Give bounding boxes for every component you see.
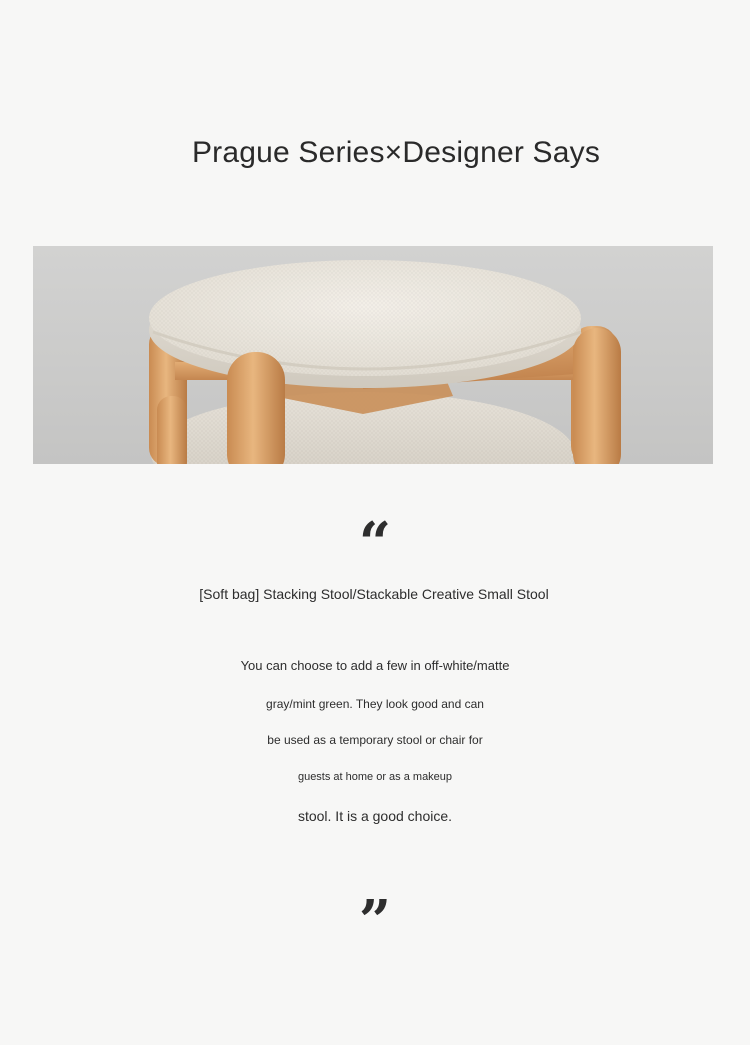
- product-subtitle: [Soft bag] Stacking Stool/Stackable Creative Small Stool: [199, 586, 549, 602]
- quote-line: stool. It is a good choice.: [297, 808, 453, 824]
- quote-line: be used as a temporary stool or chair for: [267, 733, 483, 747]
- page-title: Prague Series×Designer Says: [191, 136, 601, 169]
- open-quote-icon: “: [358, 510, 392, 576]
- stool-photo: [33, 246, 713, 464]
- quote-line: guests at home or as a makeup: [297, 771, 453, 783]
- quote-line: gray/mint green. They look good and can: [266, 697, 484, 711]
- close-quote-icon: ”: [358, 888, 392, 954]
- stool-illustration: [33, 246, 713, 464]
- quote-line: You can choose to add a few in off-white/matte: [240, 658, 510, 673]
